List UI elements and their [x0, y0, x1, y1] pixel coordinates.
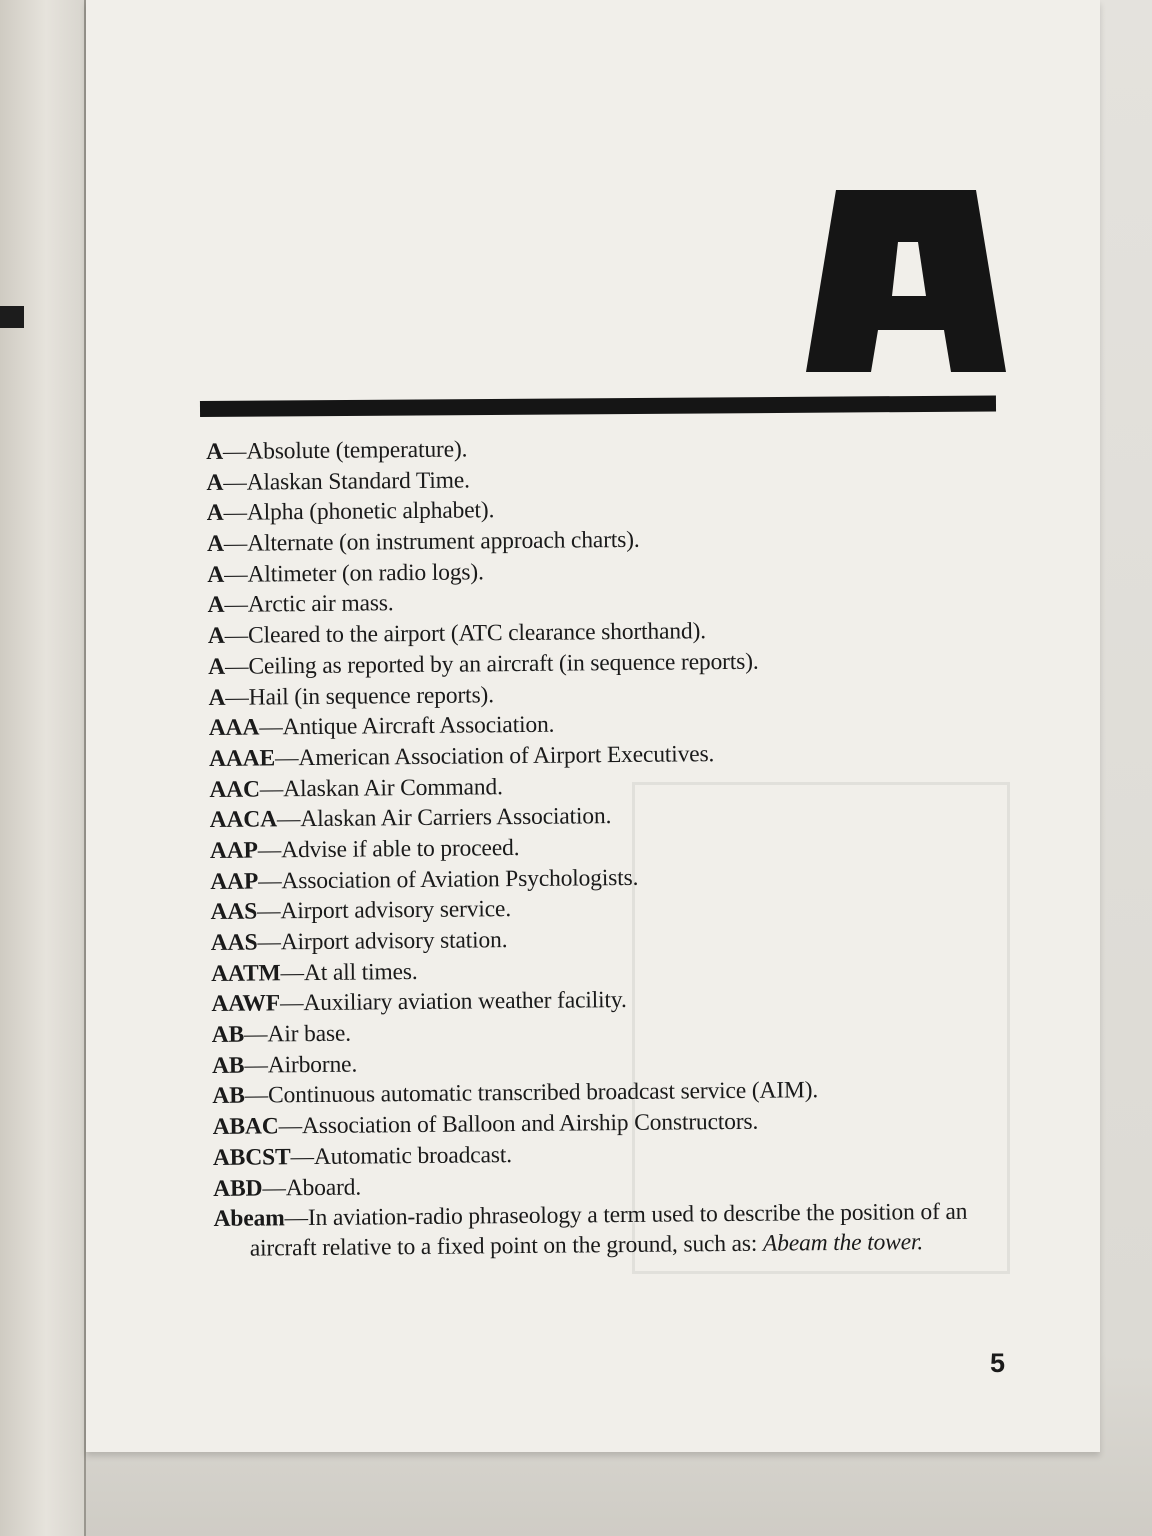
- entry-separator: —: [257, 929, 281, 956]
- entry-term: AACA: [209, 806, 278, 834]
- entry-separator: —: [278, 1113, 303, 1140]
- section-letter: [806, 190, 1006, 380]
- entry-separator: —: [223, 469, 247, 496]
- entry-separator: —: [225, 684, 249, 711]
- entry-term: AAS: [210, 898, 258, 926]
- entry-definition: American Association of Airport Executives.: [298, 741, 715, 772]
- entry-definition: Aboard.: [285, 1174, 362, 1201]
- entry-term: A: [206, 530, 224, 558]
- entry-term: ABCST: [212, 1144, 291, 1171]
- entry-separator: —: [243, 1021, 268, 1048]
- entry-separator: —: [274, 745, 299, 772]
- entry-separator: —: [276, 806, 301, 833]
- entry-definition: Auxiliary aviation weather facility.: [303, 987, 627, 1017]
- entry-definition: Arctic air mass.: [247, 590, 394, 619]
- entry-term: AAP: [209, 837, 258, 864]
- entry-separator: —: [244, 1082, 269, 1110]
- entry-term: A: [206, 500, 224, 527]
- page-number: 5: [990, 1348, 1006, 1378]
- glossary-list: [206, 429, 1024, 1264]
- entry-definition: Absolute (temperature).: [246, 436, 468, 465]
- entry-definition: Air base.: [267, 1020, 352, 1048]
- entry-separator: —: [222, 438, 247, 465]
- entry-definition: Hail (in sequence reports).: [248, 681, 495, 711]
- entry-separator: —: [259, 775, 284, 803]
- entry-separator: —: [262, 1174, 286, 1201]
- entry-term: AAAE: [208, 745, 276, 772]
- entry-separator: —: [224, 622, 249, 649]
- entry-separator: —: [259, 714, 283, 741]
- entry-definition: Ceiling as reported by an aircraft (in sequence reports).: [248, 648, 759, 680]
- entry-separator: —: [284, 1205, 309, 1232]
- entry-term: AB: [212, 1083, 245, 1110]
- entry-term: AATM: [211, 959, 281, 987]
- entry-term: AAA: [208, 714, 260, 742]
- entry-term: A: [207, 561, 225, 588]
- section-rule: [200, 395, 996, 417]
- entry-term: Abeam: [213, 1205, 285, 1233]
- entry-separator: —: [257, 837, 282, 864]
- entry-separator: —: [279, 990, 304, 1017]
- entry-definition: Advise if able to proceed.: [281, 834, 520, 864]
- entry-definition: Airport advisory station.: [280, 927, 508, 956]
- entry-separator: —: [280, 959, 305, 986]
- entry-definition: Alternate (on instrument approach charts).: [247, 526, 640, 557]
- entry-definition: Automatic broadcast.: [313, 1141, 513, 1170]
- entry-separator: —: [224, 561, 248, 588]
- entry-definition: Association of Aviation Psychologists.: [281, 864, 639, 894]
- entry-term: A: [206, 438, 224, 465]
- entry-definition: Altimeter (on radio logs).: [247, 559, 484, 588]
- entry-separator: —: [258, 867, 282, 895]
- entry-definition: Airport advisory service.: [280, 896, 512, 925]
- entry-term: AAP: [210, 868, 259, 895]
- entry-separator: —: [223, 530, 248, 557]
- entry-term: AAS: [210, 929, 258, 956]
- glossary-entry-abeam: [213, 1196, 1024, 1264]
- entry-term: A: [206, 469, 224, 496]
- entry-separator: —: [290, 1143, 315, 1171]
- entry-definition: Antique Aircraft Association.: [282, 711, 555, 741]
- entry-example: Abeam the tower.: [762, 1229, 924, 1257]
- entry-term: AB: [211, 1052, 245, 1079]
- entry-definition: Alaskan Air Carriers Association.: [300, 803, 612, 833]
- entry-term: A: [208, 684, 226, 711]
- section-letter-text: A: [806, 190, 807, 191]
- facing-page-mark: [0, 306, 24, 328]
- entry-definition: Alpha (phonetic alphabet).: [246, 497, 495, 526]
- section-letter-glyph: [806, 190, 1006, 380]
- entry-term: AAC: [209, 776, 260, 803]
- entry-definition: At all times.: [303, 958, 418, 986]
- entry-term: AB: [211, 1021, 245, 1049]
- entry-term: ABD: [213, 1174, 263, 1202]
- entry-term: AAWF: [211, 990, 281, 1018]
- entry-separator: —: [224, 653, 249, 680]
- entry-separator: —: [244, 1052, 268, 1079]
- entry-definition: Alaskan Standard Time.: [246, 467, 470, 496]
- entry-definition: In aviation-radio phraseology a term used to describe the position of an aircraft relative to a fixed point on the ground, such as:: [249, 1198, 968, 1262]
- entry-separator: —: [224, 592, 248, 619]
- entry-term: A: [207, 592, 225, 619]
- entry-definition: Association of Balloon and Airship Constructors.: [301, 1108, 759, 1140]
- entry-definition: Alaskan Air Command.: [283, 773, 503, 802]
- entry-definition: Airborne.: [267, 1051, 358, 1079]
- entry-definition: Continuous automatic transcribed broadcast service (AIM).: [267, 1077, 819, 1109]
- entry-term: A: [208, 653, 226, 680]
- entry-separator: —: [223, 499, 248, 527]
- entry-separator: —: [256, 898, 281, 925]
- facing-page-edge: [0, 0, 86, 1536]
- entry-definition: Cleared to the airport (ATC clearance shorthand).: [247, 618, 707, 649]
- book-page: [86, 0, 1100, 1452]
- entry-term: ABAC: [212, 1113, 279, 1141]
- entry-term: A: [207, 622, 225, 650]
